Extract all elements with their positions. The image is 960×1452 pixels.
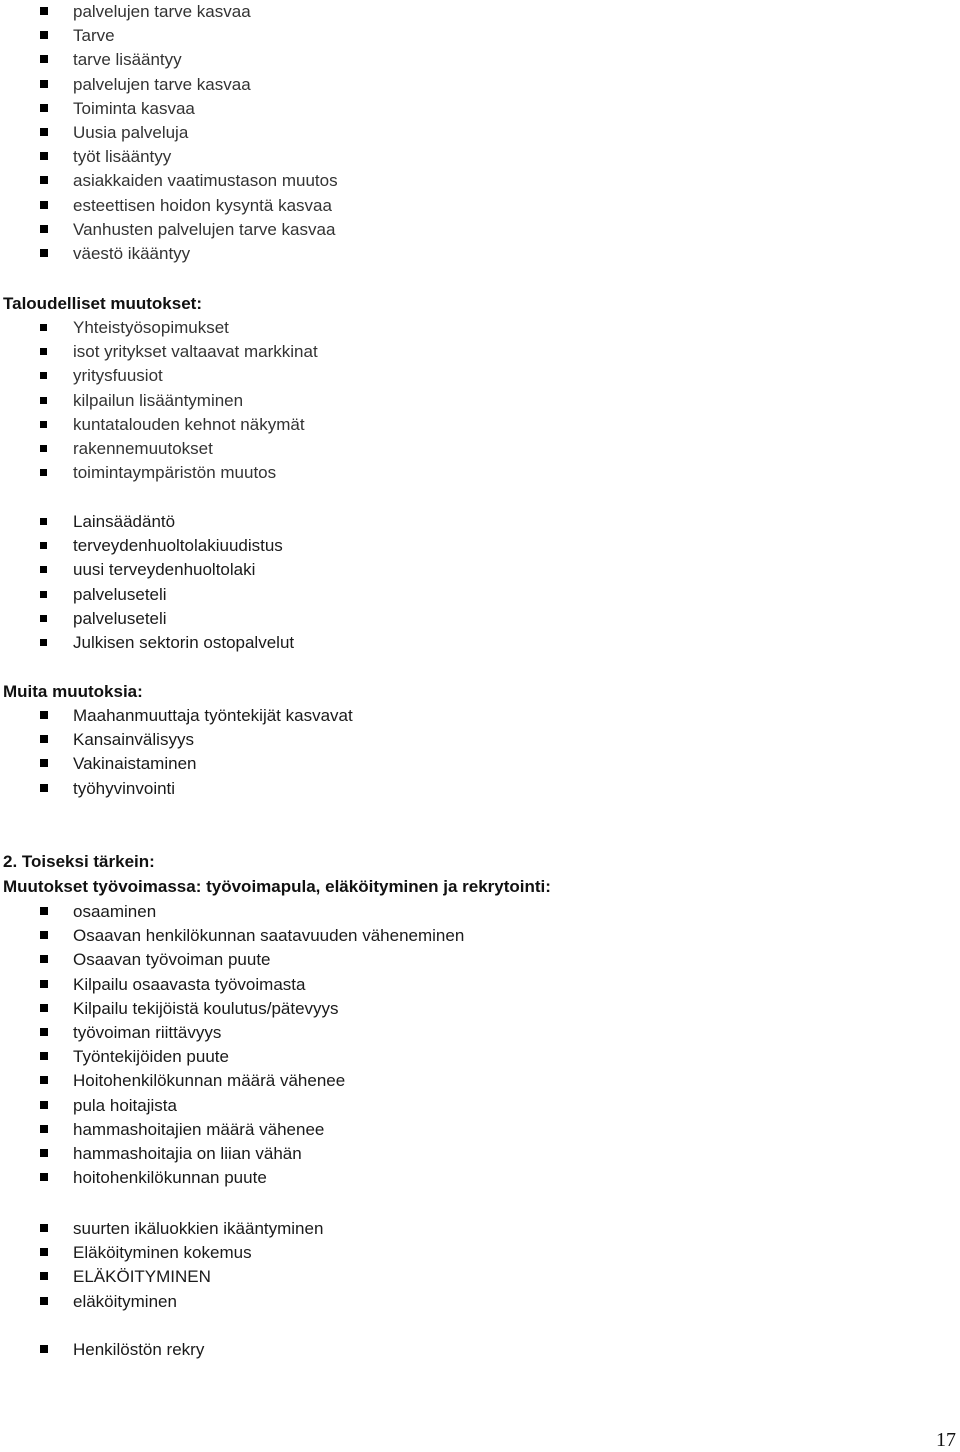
square-bullet-icon	[40, 1052, 48, 1060]
list-item	[0, 1166, 900, 1190]
square-bullet-icon	[40, 518, 47, 525]
square-bullet-icon	[40, 104, 48, 112]
list-item-text: tarve lisääntyy	[73, 50, 182, 69]
list-item-text: Yhteistyösopimukset	[73, 318, 229, 337]
list-item	[0, 704, 900, 728]
square-bullet-icon	[40, 907, 48, 915]
list-item	[0, 558, 900, 582]
square-bullet-icon	[40, 1224, 48, 1232]
list-item-text: hammashoitajien määrä vähenee	[73, 1120, 325, 1139]
list-item-text: hammashoitajia on liian vähän	[73, 1144, 302, 1163]
square-bullet-icon	[40, 931, 48, 939]
list-item	[0, 48, 900, 72]
list-item-text: Vanhusten palvelujen tarve kasvaa	[73, 220, 336, 239]
list-item-text: väestö ikääntyy	[73, 244, 191, 263]
square-bullet-icon	[40, 201, 48, 209]
list-item	[0, 316, 900, 340]
list-item	[0, 73, 900, 97]
square-bullet-icon	[40, 1101, 48, 1109]
list-item	[0, 413, 900, 437]
list-item-text: työt lisääntyy	[73, 147, 172, 166]
list-item-text: uusi terveydenhuoltolaki	[73, 560, 256, 579]
square-bullet-icon	[40, 759, 48, 767]
list-item	[0, 24, 900, 48]
list-item-text: Toiminta kasvaa	[73, 99, 195, 118]
list-item	[0, 1045, 900, 1069]
list-item	[0, 1069, 900, 1093]
square-bullet-icon	[40, 80, 48, 88]
square-bullet-icon	[40, 1345, 48, 1353]
list-item	[0, 900, 900, 924]
list-item	[0, 607, 900, 631]
list-item-text: eläköityminen	[73, 1292, 177, 1311]
list-item-text: esteettisen hoidon kysyntä kasvaa	[73, 196, 332, 215]
square-bullet-icon	[40, 1248, 48, 1256]
list-item	[0, 364, 900, 388]
square-bullet-icon	[40, 1076, 48, 1084]
list-item	[0, 997, 900, 1021]
list-item	[0, 583, 900, 607]
square-bullet-icon	[40, 469, 47, 476]
list-item-text: Kilpailu osaavasta työvoimasta	[73, 975, 306, 994]
list-item	[0, 1021, 900, 1045]
square-bullet-icon	[40, 372, 47, 379]
square-bullet-icon	[40, 176, 48, 184]
square-bullet-icon	[40, 566, 47, 573]
list-item	[0, 194, 900, 218]
list-item-text: palveluseteli	[73, 609, 167, 628]
list-item	[0, 1094, 900, 1118]
square-bullet-icon	[40, 55, 48, 63]
list-item	[0, 924, 900, 948]
list-item	[0, 534, 900, 558]
list-item-text: rakennemuutokset	[73, 439, 213, 458]
square-bullet-icon	[40, 348, 47, 355]
list-item-text: terveydenhuoltolakiuudistus	[73, 536, 283, 555]
square-bullet-icon	[40, 735, 48, 743]
list-item-text: Hoitohenkilökunnan määrä vähenee	[73, 1071, 346, 1090]
list-item	[0, 1217, 900, 1241]
list-item-text: Uusia palveluja	[73, 123, 189, 142]
list-item	[0, 437, 900, 461]
square-bullet-icon	[40, 421, 47, 428]
list-item-text: Maahanmuuttaja työntekijät kasvavat	[73, 706, 353, 725]
list-item	[0, 340, 900, 364]
list-item-text: Työntekijöiden puute	[73, 1047, 229, 1066]
list-item-text: Osaavan työvoiman puute	[73, 950, 271, 969]
list-item	[0, 169, 900, 193]
list-item-text: osaaminen	[73, 902, 157, 921]
list-item	[0, 218, 900, 242]
list-item	[0, 145, 900, 169]
square-bullet-icon	[40, 1297, 48, 1305]
page-number: 17	[936, 1429, 956, 1451]
list-item-text: Tarve	[73, 26, 115, 45]
square-bullet-icon	[40, 128, 48, 136]
list-item	[0, 242, 900, 266]
list-item	[0, 728, 900, 752]
list-item-text: asiakkaiden vaatimustason muutos	[73, 171, 338, 190]
list-item	[0, 1265, 900, 1289]
square-bullet-icon	[40, 1028, 48, 1036]
square-bullet-icon	[40, 324, 47, 331]
square-bullet-icon	[40, 955, 48, 963]
square-bullet-icon	[40, 784, 48, 792]
list-item-text: yritysfuusiot	[73, 366, 163, 385]
list-item	[0, 1241, 900, 1265]
list-item-text: Julkisen sektorin ostopalvelut	[73, 633, 295, 652]
square-bullet-icon	[40, 1004, 48, 1012]
list-item-text: suurten ikäluokkien ikääntyminen	[73, 1219, 324, 1238]
list-item	[0, 461, 900, 485]
square-bullet-icon	[40, 639, 47, 646]
section-heading: 2. Toiseksi tärkein:	[3, 852, 155, 871]
square-bullet-icon	[40, 711, 48, 719]
list-item	[0, 948, 900, 972]
list-item-text: ELÄKÖITYMINEN	[73, 1267, 211, 1286]
list-item	[0, 973, 900, 997]
square-bullet-icon	[40, 615, 47, 622]
list-item-text: Kansainvälisyys	[73, 730, 194, 749]
square-bullet-icon	[40, 591, 47, 598]
list-item	[0, 0, 900, 24]
list-item-text: Henkilöstön rekry	[73, 1340, 205, 1359]
list-item-text: Kilpailu tekijöistä koulutus/pätevyys	[73, 999, 339, 1018]
list-item	[0, 121, 900, 145]
section-heading: Muutokset työvoimassa: työvoimapula, eläköityminen ja rekrytointi:	[3, 877, 551, 896]
section-heading: Muita muutoksia:	[3, 682, 143, 701]
square-bullet-icon	[40, 152, 48, 160]
list-item-text: Osaavan henkilökunnan saatavuuden väheneminen	[73, 926, 465, 945]
list-item	[0, 389, 900, 413]
list-item-text: pula hoitajista	[73, 1096, 177, 1115]
list-item-text: hoitohenkilökunnan puute	[73, 1168, 267, 1187]
list-item	[0, 1118, 900, 1142]
list-item	[0, 777, 900, 801]
list-item-text: Vakinaistaminen	[73, 754, 197, 773]
square-bullet-icon	[40, 980, 48, 988]
square-bullet-icon	[40, 7, 48, 15]
section-heading: Taloudelliset muutokset:	[3, 294, 202, 313]
list-item	[0, 1290, 900, 1314]
list-item	[0, 752, 900, 776]
list-item-text: työhyvinvointi	[73, 779, 176, 798]
square-bullet-icon	[40, 397, 47, 404]
list-item-text: palvelujen tarve kasvaa	[73, 75, 251, 94]
square-bullet-icon	[40, 1272, 48, 1280]
list-item-text: Eläköityminen kokemus	[73, 1243, 252, 1262]
list-item-text: Lainsäädäntö	[73, 512, 176, 531]
list-item	[0, 631, 900, 655]
square-bullet-icon	[40, 1149, 48, 1157]
list-item	[0, 97, 900, 121]
square-bullet-icon	[40, 542, 47, 549]
list-item	[0, 510, 900, 534]
list-item	[0, 1338, 900, 1362]
list-item	[0, 1142, 900, 1166]
list-item-text: työvoiman riittävyys	[73, 1023, 222, 1042]
list-item-text: toimintaympäristön muutos	[73, 463, 277, 482]
list-item-text: isot yritykset valtaavat markkinat	[73, 342, 318, 361]
square-bullet-icon	[40, 249, 48, 257]
list-item-text: palveluseteli	[73, 585, 167, 604]
square-bullet-icon	[40, 1125, 48, 1133]
list-item-text: palvelujen tarve kasvaa	[73, 2, 251, 21]
square-bullet-icon	[40, 445, 47, 452]
square-bullet-icon	[40, 1173, 48, 1181]
square-bullet-icon	[40, 225, 48, 233]
square-bullet-icon	[40, 31, 48, 39]
list-item-text: kuntatalouden kehnot näkymät	[73, 415, 305, 434]
list-item-text: kilpailun lisääntyminen	[73, 391, 244, 410]
